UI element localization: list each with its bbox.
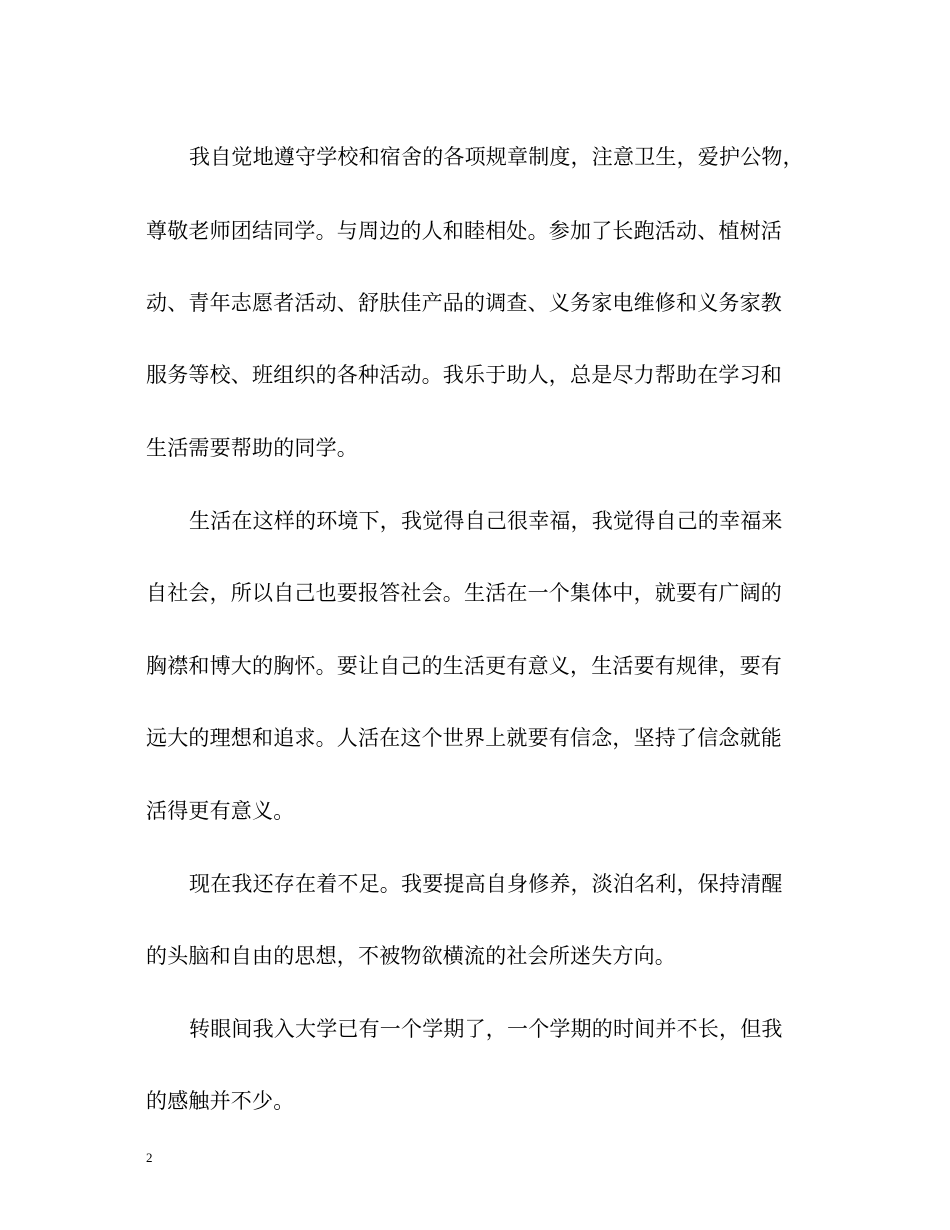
paragraph-2-line-2: 自社会，所以自己也要报答社会。生活在一个集体中，就要有广阔的 <box>146 581 782 605</box>
page-number: 2 <box>146 1150 153 1165</box>
paragraph-1-line-4: 服务等校、班组织的各种活动。我乐于助人，总是尽力帮助在学习和 <box>146 363 782 387</box>
paragraph-3-line-2: 的头脑和自由的思想，不被物欲横流的社会所迷失方向。 <box>146 944 676 968</box>
paragraph-2-line-5: 活得更有意义。 <box>146 799 295 823</box>
paragraph-4-line-1: 转眼间我入大学已有一个学期了，一个学期的时间并不长，但我 <box>189 1017 783 1041</box>
paragraph-2-line-1: 生活在这样的环境下，我觉得自己很幸福，我觉得自己的幸福来 <box>189 509 783 533</box>
paragraph-2-line-4: 远大的理想和追求。人活在这个世界上就要有信念，坚持了信念就能 <box>146 726 782 750</box>
paragraph-1-line-5: 生活需要帮助的同学。 <box>146 436 358 460</box>
paragraph-1-line-1: 我自觉地遵守学校和宿舍的各项规章制度，注意卫生，爱护公物， <box>189 145 804 169</box>
paragraph-3-line-1: 现在我还存在着不足。我要提高自身修养，淡泊名利，保持清醒 <box>189 872 783 896</box>
paragraph-4-line-2: 的感触并不少。 <box>146 1089 295 1113</box>
paragraph-1-line-2: 尊敬老师团结同学。与周边的人和睦相处。参加了长跑活动、植树活 <box>146 219 782 243</box>
paragraph-2-line-3: 胸襟和博大的胸怀。要让自己的生活更有意义，生活要有规律，要有 <box>146 654 782 678</box>
paragraph-1-line-3: 动、青年志愿者活动、舒肤佳产品的调查、义务家电维修和义务家教 <box>146 291 782 315</box>
